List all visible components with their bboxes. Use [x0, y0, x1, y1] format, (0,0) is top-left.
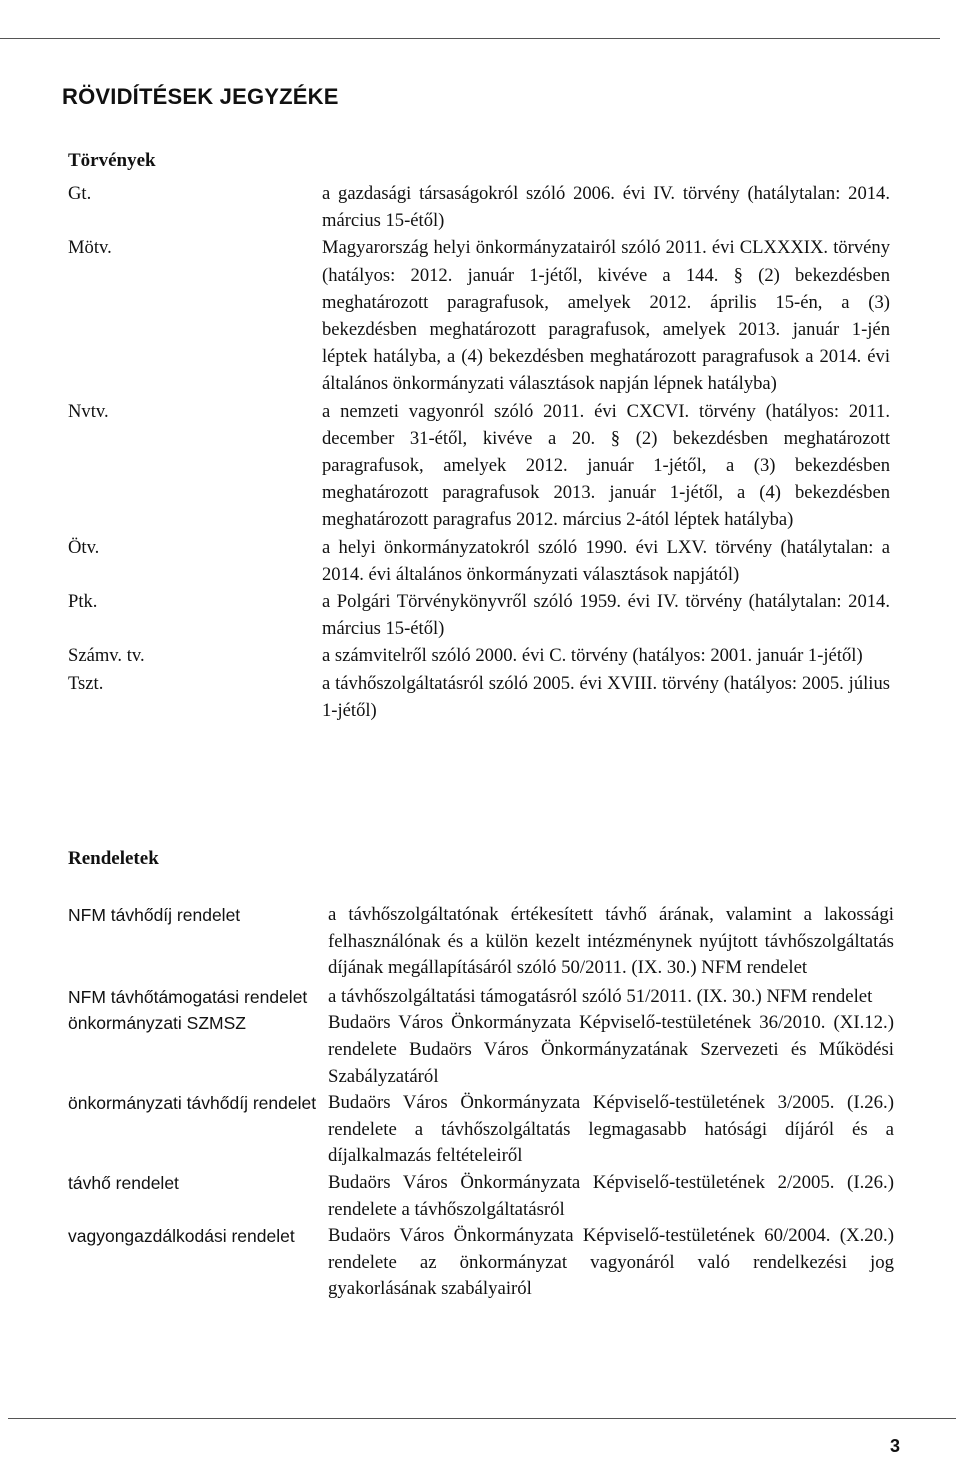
reg-desc: Budaörs Város Önkormányzata Képviselő-testületének 60/2004. (X.20.) rendelete az önkormányzat vagyonáról való rendelkezési jog gyakorlásának szabályairól — [328, 1225, 894, 1300]
regs-heading: Rendeletek — [68, 848, 159, 869]
law-abbr: Számv. tv. — [68, 645, 145, 667]
reg-entry-onk-tavhodij — [0, 1090, 960, 1170]
law-abbr: Gt. — [68, 183, 92, 204]
reg-abbr: NFM távhőtámogatási rendelet — [68, 986, 308, 1007]
law-desc: Magyarország helyi önkormányzatairól szóló 2011. évi CLXXXIX. törvény (hatályos: 2012. január 1-jétől, kivéve a 144. § (2) bekezdésben meghatározott paragrafusok, amelyek 2012. április 15-én, a (3) bekezdésben meghatározott paragrafusok, amelyek 2013. január 1-jén léptek hatályba, a (4) bekezdésben meghatározott paragrafusok a 2014. évi általános önkormányzati választások napján lépnek hatályba) — [322, 237, 890, 395]
reg-desc: a távhőszolgáltatónak értékesített távhő árának, valamint a lakossági felhasználónak és a külön kezelt intézménynek nyújtott távhőszolgáltatás díjának megállapításáról szóló 50/2011. (IX. 30.) NFM rendelet — [328, 904, 894, 979]
reg-abbr: önkormányzati távhődíj rendelet — [68, 1093, 317, 1114]
reg-abbr: távhő rendelet — [68, 1172, 179, 1193]
law-desc: a számvitelről szóló 2000. évi C. törvény (hatályos: 2001. január 1-jétől) — [322, 645, 863, 667]
laws-list — [0, 180, 960, 724]
reg-entry-nfm-tavhotamogatasi — [0, 984, 960, 1011]
law-entry-nvtv — [0, 398, 960, 534]
reg-entry-nfm-tavhodij — [0, 902, 960, 982]
bottom-rule — [8, 1418, 956, 1419]
law-entry-otv — [0, 534, 960, 588]
law-desc: a gazdasági társaságokról szóló 2006. évi IV. törvény (hatálytalan: 2014. március 15-étől) — [322, 183, 890, 232]
page-title: RÖVIDÍTÉSEK JEGYZÉKE — [62, 84, 339, 109]
reg-entry-tavho — [0, 1170, 960, 1223]
reg-abbr: önkormányzati SZMSZ — [68, 1013, 246, 1034]
law-entry-szamv — [0, 642, 960, 669]
law-desc: a Polgári Törvénykönyvről szóló 1959. évi IV. törvény (hatálytalan: 2014. március 15-étől) — [322, 591, 890, 640]
law-entry-gt — [0, 180, 960, 234]
reg-entry-vagyongazd — [0, 1223, 960, 1303]
law-abbr: Ötv. — [68, 536, 100, 558]
law-entry-motv — [0, 234, 960, 397]
law-abbr: Mötv. — [68, 237, 112, 259]
reg-desc: Budaörs Város Önkormányzata Képviselő-testületének 36/2010. (XI.12.) rendelete Budaörs Város Önkormányzatának Szervezeti és Működési Szabályzatáról — [328, 1012, 894, 1087]
regs-list — [0, 902, 960, 1303]
law-desc: a helyi önkormányzatokról szóló 1990. évi LXV. törvény (hatálytalan: a 2014. évi általános önkormányzati választások napjától) — [322, 536, 890, 585]
law-abbr: Tszt. — [68, 672, 104, 694]
law-desc: a távhőszolgáltatásról szóló 2005. évi XVIII. törvény (hatályos: 2005. július 1-jétől) — [322, 672, 890, 721]
law-entry-tszt — [0, 670, 960, 724]
reg-entry-onk-szmsz — [0, 1010, 960, 1090]
top-rule — [0, 38, 940, 39]
reg-abbr: vagyongazdálkodási rendelet — [68, 1226, 295, 1247]
reg-desc: a távhőszolgáltatási támogatásról szóló 51/2011. (IX. 30.) NFM rendelet — [328, 985, 873, 1007]
laws-heading: Törvények — [68, 150, 156, 171]
law-abbr: Ptk. — [68, 591, 98, 613]
law-entry-ptk — [0, 588, 960, 642]
reg-abbr: NFM távhődíj rendelet — [68, 905, 241, 925]
law-abbr: Nvtv. — [68, 400, 109, 422]
reg-desc: Budaörs Város Önkormányzata Képviselő-testületének 2/2005. (I.26.) rendelete a távhőszolgáltatásról — [328, 1171, 894, 1220]
reg-desc: Budaörs Város Önkormányzata Képviselő-testületének 3/2005. (I.26.) rendelete a távhőszolgáltatás legmagasabb hatósági díjáról és a díjalkalmazás feltételeiről — [328, 1092, 894, 1167]
law-desc: a nemzeti vagyonról szóló 2011. évi CXCVI. törvény (hatályos: 2011. december 31-étől, kivéve a 20. § (2) bekezdésben meghatározott paragrafusok, amelyek 2012. január 1-jétől, a (3) bekezdésben meghatározott paragrafusok 2013. január 1-jétől, a (4) bekezdésben meghatározott paragrafus 2012. március 2-ától léptek hatályba) — [322, 400, 890, 531]
page-number: 3 — [890, 1436, 901, 1456]
